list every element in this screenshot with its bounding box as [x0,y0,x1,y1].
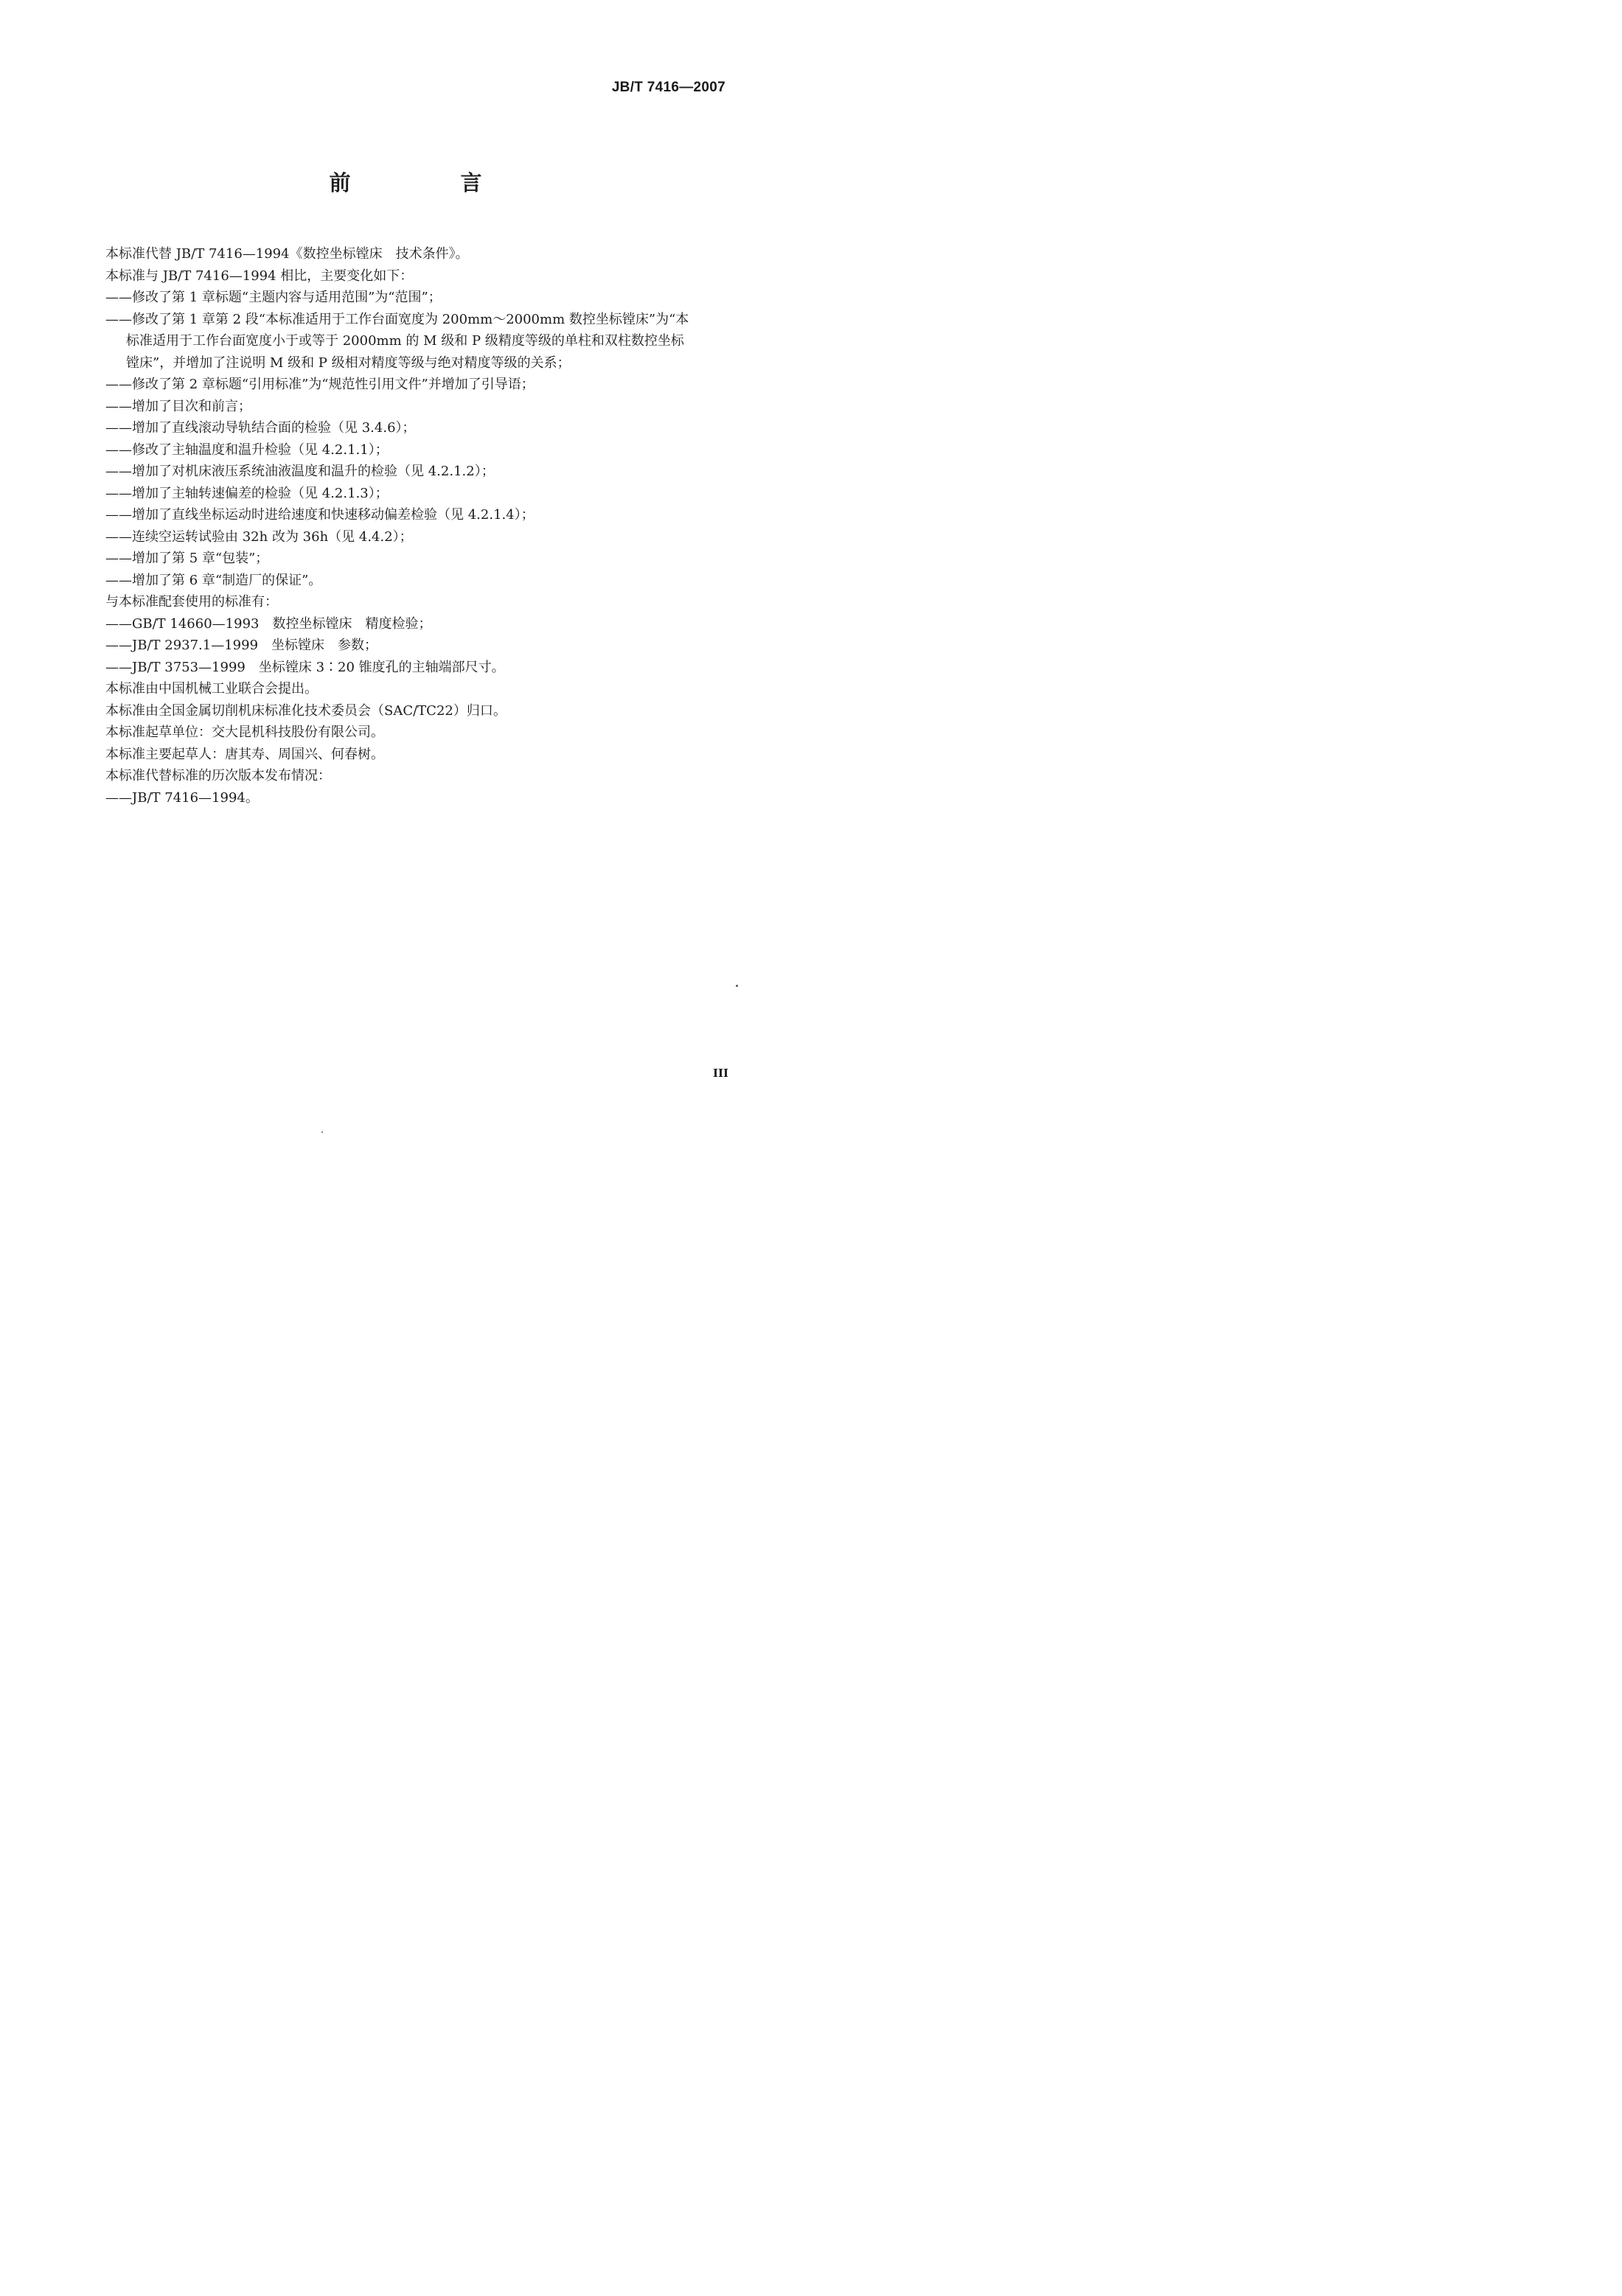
proposer-statement: 本标准由中国机械工业联合会提出。 [105,681,318,697]
page-number: III [712,1067,728,1080]
scan-speck [321,1131,323,1133]
change-item: ——连续空运转试验由 32h 改为 36h（见 4.4.2）； [105,528,413,545]
history-heading: 本标准代替标准的历次版本发布情况： [105,768,331,784]
companion-standard: ——JB/T 2937.1—1999 坐标镗床 参数； [105,638,378,653]
change-item-continuation: 标准适用于工作台面宽度小于或等于 2000mm 的 M 级和 P 级精度等级的单柱和双柱数控坐标 [126,333,684,349]
change-item: ——增加了对机床液压系统油液温度和温升的检验（见 4.2.1.2）； [105,464,495,479]
change-item-continuation: 镗床”，并增加了注说明 M 级和 P 级相对精度等级与绝对精度等级的关系； [126,355,571,371]
change-item: ——修改了第 2 章标题“引用标准”为“规范性引用文件”并增加了引导语； [105,377,535,392]
intro-line: 本标准与 JB/T 7416—1994 相比，主要变化如下： [105,268,414,284]
change-item: ——增加了主轴转速偏差的检验（见 4.2.1.3）； [105,485,389,501]
foreword-body [105,243,732,809]
companion-standard: ——GB/T 14660—1993 数控坐标镗床 精度检验； [105,615,432,632]
companion-standard: ——JB/T 3753—1999 坐标镗床 3∶20 锥度孔的主轴端部尺寸。 [105,659,505,675]
document-code: JB/T 7416—2007 [611,80,725,95]
history-item: ——JB/T 7416—1994。 [105,789,259,806]
change-item: ——增加了直线坐标运动时进给速度和快速移动偏差检验（见 4.2.1.4）； [105,507,535,523]
scan-speck [736,985,738,987]
change-item: ——修改了第 1 章标题“主题内容与适用范围”为“范围”； [105,290,442,305]
intro-line: 本标准代替 JB/T 7416—1994《数控坐标镗床 技术条件》。 [105,246,469,262]
committee-statement: 本标准由全国金属切削机床标准化技术委员会（SAC/TC22）归口。 [105,702,507,719]
drafting-unit: 本标准起草单位：交大昆机科技股份有限公司。 [105,725,384,740]
page-title: 前 言 [329,170,526,195]
change-item: ——增加了第 5 章“包装”； [105,551,269,566]
change-item: ——增加了目次和前言； [105,398,251,414]
change-item: ——增加了直线滚动导轨结合面的检验（见 3.4.6）； [105,420,416,436]
drafters: 本标准主要起草人：唐其寿、周国兴、何春树。 [105,746,384,762]
change-item: ——修改了主轴温度和温升检验（见 4.2.1.1）； [105,442,389,458]
change-item: ——增加了第 6 章“制造厂的保证”。 [105,572,322,588]
companion-heading: 与本标准配套使用的标准有： [105,594,278,610]
change-item: ——修改了第 1 章第 2 段“本标准适用于工作台面宽度为 200mm～2000mm 数控坐标镗床”为“本 [105,311,689,327]
